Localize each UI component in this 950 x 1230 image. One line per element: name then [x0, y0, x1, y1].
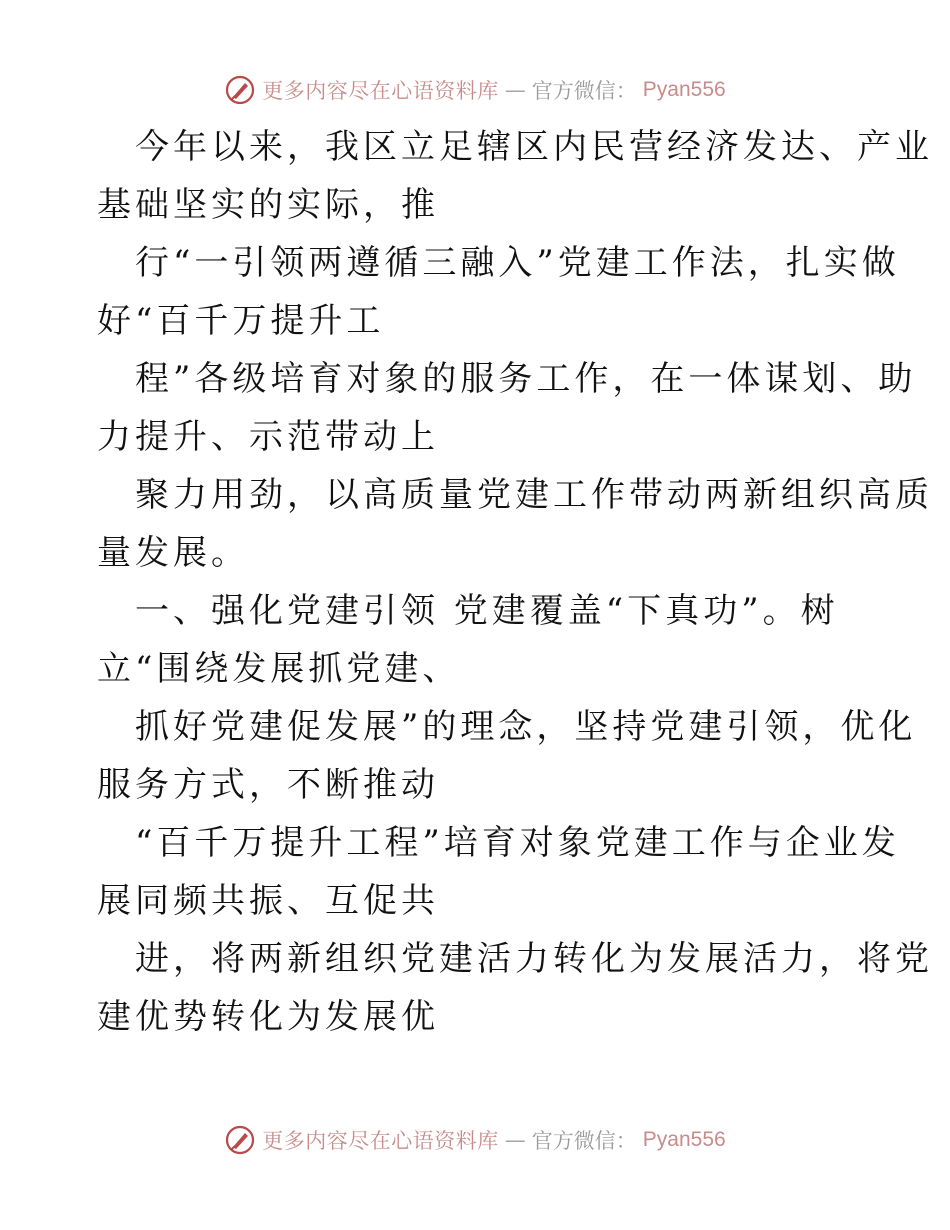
watermark-wechat-label: 官方微信：	[531, 79, 637, 103]
paragraph-line: 立“围绕发展抓党建、	[97, 649, 461, 689]
paragraph-line: 力提升、示范带动上	[97, 417, 439, 457]
paragraph-line: 抓好党建促发展”的理念，坚持党建引领，优化	[135, 707, 917, 747]
section-heading-line: 一、强化党建引领 党建覆盖“下真功”。树	[135, 591, 839, 631]
watermark-wechat-id: Pyan556	[642, 78, 726, 101]
watermark-separator: —	[504, 1128, 526, 1152]
paragraph-line: “百千万提升工程”培育对象党建工作与企业发	[135, 823, 900, 863]
footer-watermark	[0, 1120, 950, 1160]
paragraph-line: 程”各级培育对象的服务工作，在一体谋划、助	[135, 359, 917, 399]
paragraph-line: 建优势转化为发展优	[97, 997, 439, 1037]
watermark-wechat-id: Pyan556	[642, 1128, 726, 1151]
paragraph-line: 量发展。	[97, 533, 249, 573]
watermark-brand-text: 更多内容尽在心语资料库	[262, 1129, 499, 1153]
quill-pen-logo-icon	[224, 74, 256, 106]
paragraph-line: 展同频共振、互促共	[97, 881, 439, 921]
paragraph-line: 进，将两新组织党建活力转化为发展活力，将党	[135, 939, 933, 979]
header-watermark	[0, 70, 950, 110]
watermark-wechat-label: 官方微信：	[531, 1129, 637, 1153]
watermark-separator: —	[504, 78, 526, 102]
paragraph-line: 行“一引领两遵循三融入”党建工作法，扎实做	[135, 243, 900, 283]
paragraph-line: 聚力用劲，以高质量党建工作带动两新组织高质	[135, 475, 933, 515]
paragraph-line: 服务方式，不断推动	[97, 765, 439, 805]
document-body	[97, 118, 933, 1046]
quill-pen-logo-icon	[224, 1124, 256, 1156]
paragraph-line: 好“百千万提升工	[97, 301, 385, 341]
paragraph-line: 基础坚实的实际，推	[97, 185, 439, 225]
paragraph-line: 今年以来，我区立足辖区内民营经济发达、产业	[135, 127, 933, 167]
watermark-brand-text: 更多内容尽在心语资料库	[262, 79, 499, 103]
